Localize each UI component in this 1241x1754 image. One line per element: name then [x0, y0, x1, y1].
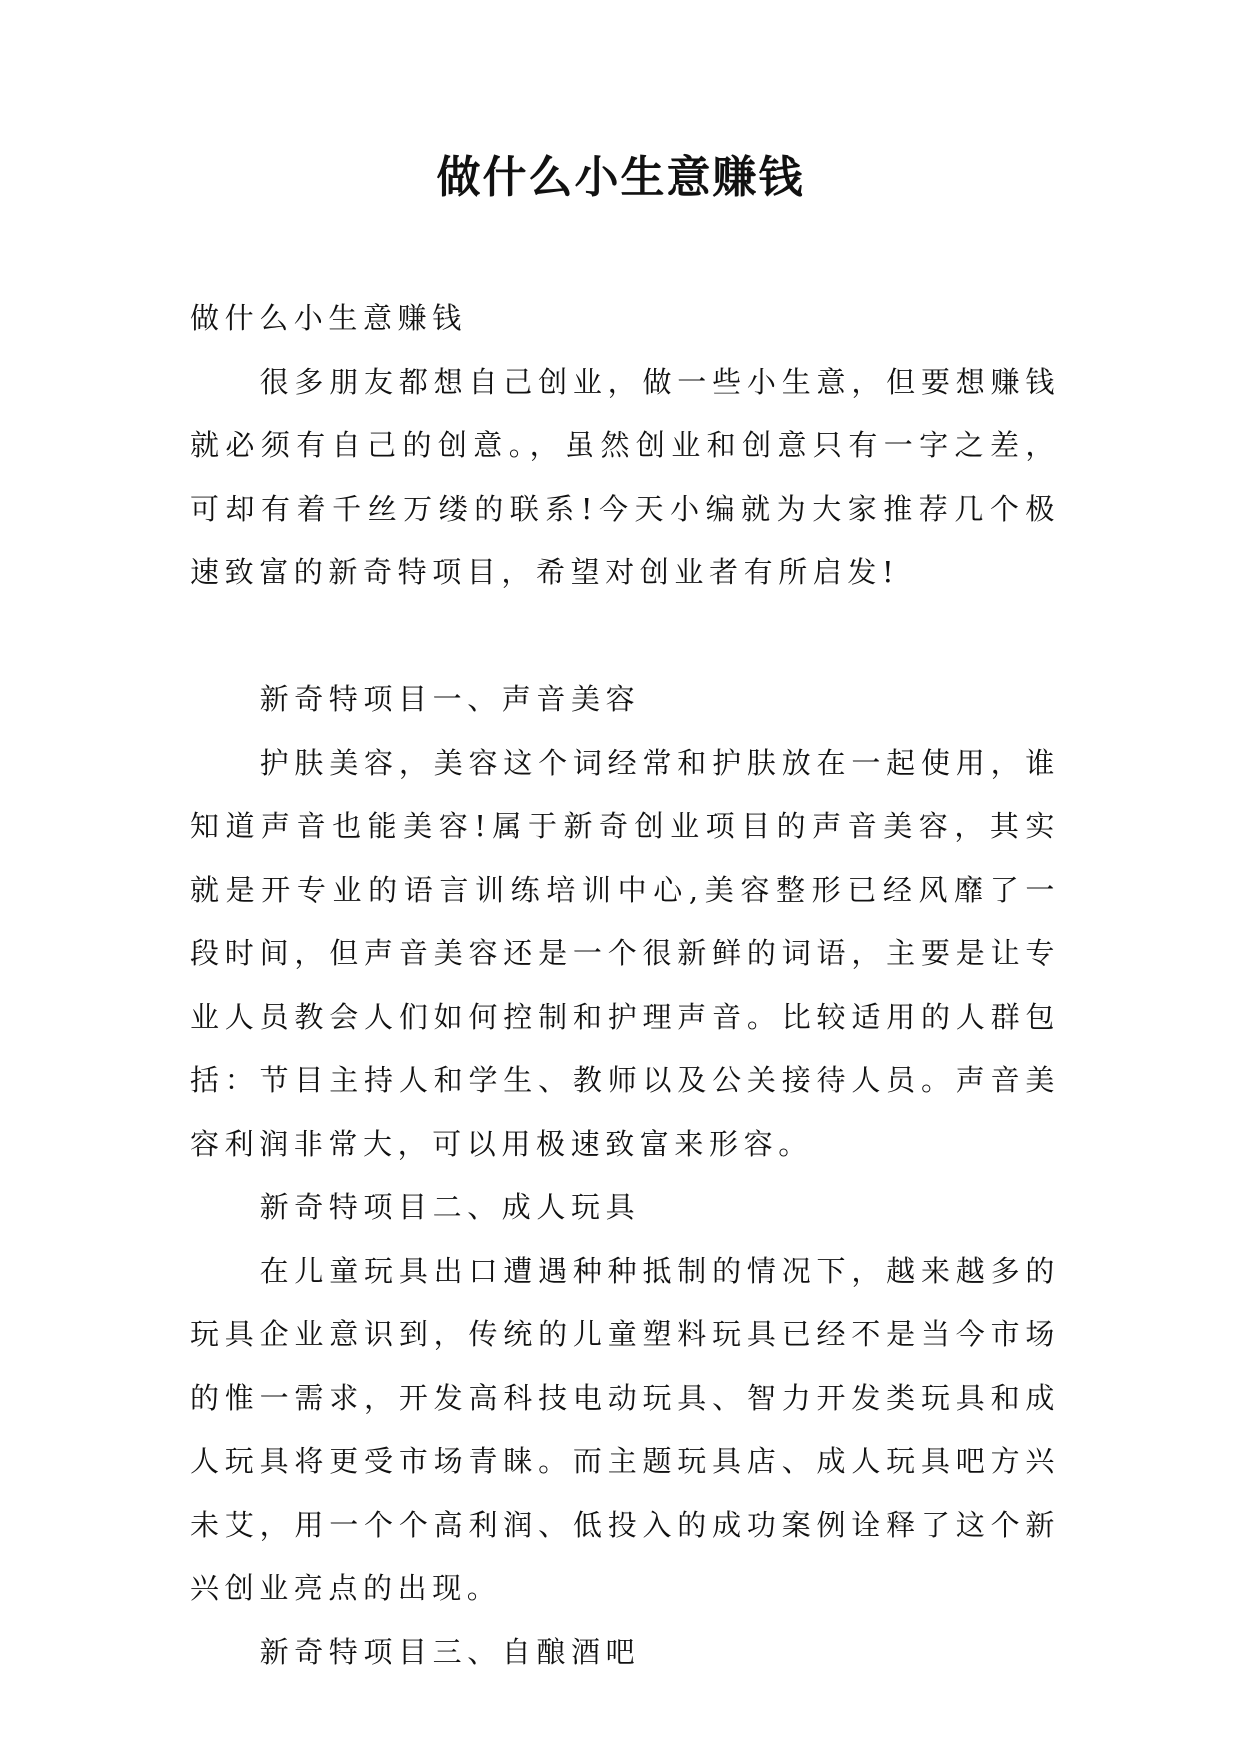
document-body	[190, 287, 1060, 1684]
section-heading-1: 新奇特项目一、声音美容	[259, 682, 641, 716]
document-title: 做什么小生意赚钱	[436, 152, 805, 203]
intro-paragraph: 很多朋友都想自己创业，做一些小生意，但要想赚钱就必须有自己的创意。，虽然创业和创意只有一字之差，可却有着千丝万缕的联系!今天小编就为大家推荐几个极速致富的新奇特项目，希望对创业者有所启发!	[190, 364, 1060, 589]
paragraph-spacer	[190, 605, 1060, 669]
subtitle-paragraph: 做什么小生意赚钱	[190, 301, 467, 335]
section-paragraph-1: 护肤美容，美容这个词经常和护肤放在一起使用，谁知道声音也能美容!属于新奇创业项目的声音美容，其实就是开专业的语言训练培训中心,美容整形已经风靡了一段时间，但声音美容还是一个很新鲜的词语，主要是让专业人员教会人们如何控制和护理声音。比较适用的人群包括：节目主持人和学生、教师以及公关接待人员。声音美容利润非常大，可以用极速致富来形容。	[190, 745, 1060, 1161]
section-heading-3: 新奇特项目三、自酿酒吧	[259, 1634, 641, 1669]
section-paragraph-2: 在儿童玩具出口遭遇种种抵制的情况下，越来越多的玩具企业意识到，传统的儿童塑料玩具已经不是当今市场的惟一需求，开发高科技电动玩具、智力开发类玩具和成人玩具将更受市场青睐。而主题玩具店、成人玩具吧方兴未艾，用一个个高利润、低投入的成功案例诠释了这个新兴创业亮点的出现。	[190, 1253, 1060, 1605]
section-heading-2: 新奇特项目二、成人玩具	[259, 1190, 641, 1224]
